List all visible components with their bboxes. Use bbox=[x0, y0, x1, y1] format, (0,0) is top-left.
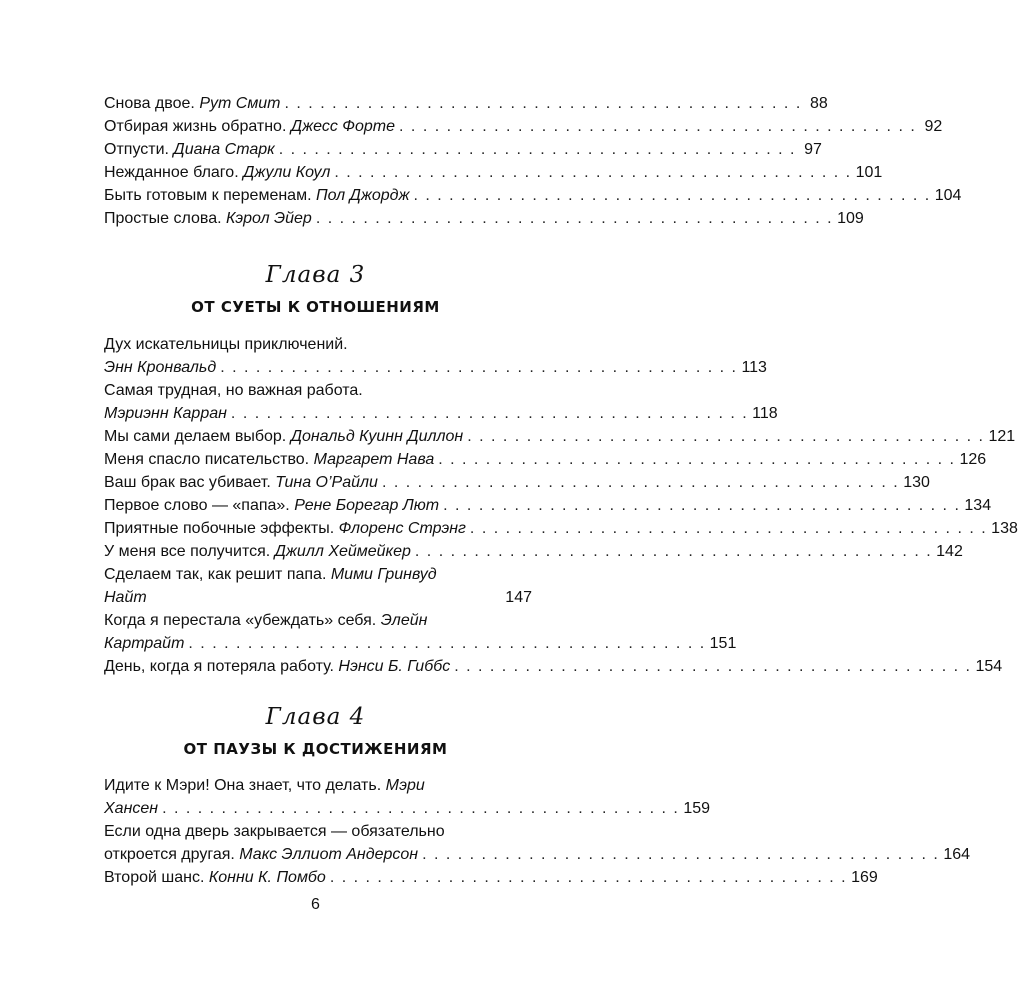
toc-entry bbox=[104, 540, 963, 563]
entry-page: 169 bbox=[851, 869, 878, 886]
entry-author: Элейн bbox=[380, 612, 428, 629]
leader-dots: . . . . . . . . . . . . . . . . . . . . . . . . . . . . . . . . . . . . . . . . . . . . bbox=[454, 658, 972, 675]
toc-entry bbox=[104, 563, 532, 609]
entry-author: Кэрол Эйер bbox=[226, 210, 312, 227]
entry-author: Джилл Хеймейкер bbox=[274, 543, 411, 560]
toc-section-top bbox=[104, 92, 962, 230]
entry-author: Диана Старк bbox=[173, 141, 275, 158]
toc-entry bbox=[104, 609, 737, 655]
entry-title: Приятные побочные эффекты. bbox=[104, 520, 335, 537]
entry-page: 121 bbox=[988, 428, 1016, 445]
entry-author: Найт bbox=[104, 589, 147, 606]
toc-entry bbox=[104, 379, 778, 425]
toc-entry bbox=[104, 448, 987, 471]
toc-entry bbox=[104, 115, 943, 138]
toc-entry bbox=[104, 184, 962, 207]
leader-dots: . . . . . . . . . . . . . . . . . . . . . . . . . . . . . . . . . . . . . . . . . . . . bbox=[467, 428, 985, 445]
entry-author: Тина О’Райли bbox=[275, 474, 378, 491]
entry-author: Картрайт bbox=[104, 635, 185, 652]
entry-author: Хансен bbox=[104, 800, 159, 817]
leader-dots: . . . . . . . . . . . . . . . . . . . . . . . . . . . . . . . . . . . . . . . . . . . . bbox=[469, 520, 988, 537]
leader-dots bbox=[151, 586, 502, 609]
entry-page: 101 bbox=[855, 164, 883, 181]
toc-entry bbox=[104, 333, 767, 379]
entry-title: Отбирая жизнь обратно. bbox=[104, 118, 287, 135]
leader-dots: . . . . . . . . . . . . . . . . . . . . . . . . . . . . . . . . . . . . . . . . . . . . bbox=[230, 405, 749, 422]
entry-page: 164 bbox=[943, 846, 971, 863]
entry-title: Мы сами делаем выбор. bbox=[104, 428, 287, 445]
leader-dots: . . . . . . . . . . . . . . . . . . . . . . . . . . . . . . . . . . . . . . . . . . . . bbox=[413, 187, 931, 204]
entry-author: Джули Коул bbox=[243, 164, 331, 181]
entry-title: Второй шанс. bbox=[104, 869, 205, 886]
chapter-title: ОТ ПАУЗЫ К ДОСТИЖЕНИЯМ bbox=[183, 740, 448, 758]
entry-author: Энн Кронвальд bbox=[104, 359, 217, 376]
entry-page: 134 bbox=[964, 497, 992, 514]
entry-page: 104 bbox=[934, 187, 962, 204]
entry-page: 113 bbox=[741, 359, 767, 376]
entry-title: Первое слово — «папа». bbox=[104, 497, 290, 514]
entry-title: откроется другая. bbox=[104, 846, 235, 863]
entry-author: Мэриэнн Карран bbox=[104, 405, 227, 422]
leader-dots: . . . . . . . . . . . . . . . . . . . . . . . . . . . . . . . . . . . . . . . . . . . . bbox=[422, 846, 940, 863]
leader-dots: . . . . . . . . . . . . . . . . . . . . . . . . . . . . . . . . . . . . . . . . . . . . bbox=[414, 543, 933, 560]
leader-dots: . . . . . . . . . . . . . . . . . . . . . . . . . . . . . . . . . . . . . . . . . . . . bbox=[278, 141, 796, 158]
leader-dots: . . . . . . . . . . . . . . . . . . . . . . . . . . . . . . . . . . . . . . . . . . . . bbox=[334, 164, 852, 181]
entry-title: Дух искательницы приключений. bbox=[104, 336, 348, 353]
page-number: 6 bbox=[311, 896, 320, 913]
entry-title: День, когда я потеряла работу. bbox=[104, 658, 334, 675]
entry-author: Джесс Форте bbox=[290, 118, 396, 135]
entry-title: Самая трудная, но важная работа. bbox=[104, 382, 363, 399]
entry-page: 109 bbox=[837, 210, 864, 227]
leader-dots: . . . . . . . . . . . . . . . . . . . . . . . . . . . . . . . . . . . . . . . . . . . . bbox=[381, 474, 900, 491]
entry-author: Мэри bbox=[385, 777, 425, 794]
entry-author: Мими Гринвуд bbox=[330, 566, 437, 583]
toc-section-chapter-4 bbox=[104, 774, 971, 889]
entry-title: Отпусти. bbox=[104, 141, 169, 158]
entry-title: Нежданное благо. bbox=[104, 164, 239, 181]
chapter-label: Глава 4 bbox=[265, 704, 366, 730]
entry-title: Меня спасло писательство. bbox=[104, 451, 310, 468]
entry-title: Когда я перестала «убеждать» себя. bbox=[104, 612, 377, 629]
toc-entry bbox=[104, 161, 883, 184]
toc-entry bbox=[104, 820, 971, 866]
entry-author: Макс Эллиот Андерсон bbox=[239, 846, 419, 863]
leader-dots: . . . . . . . . . . . . . . . . . . . . . . . . . . . . . . . . . . . . . . . . . . . . bbox=[315, 210, 834, 227]
entry-author: Флоренс Стрэнг bbox=[338, 520, 466, 537]
toc-entry bbox=[104, 494, 992, 517]
toc-entry bbox=[104, 471, 930, 494]
toc-entry bbox=[104, 425, 1016, 448]
leader-dots: . . . . . . . . . . . . . . . . . . . . . . . . . . . . . . . . . . . . . . . . . . . . bbox=[162, 800, 680, 817]
entry-author: Конни К. Помбо bbox=[208, 869, 326, 886]
entry-page: 97 bbox=[804, 141, 822, 158]
toc-entry bbox=[104, 92, 828, 115]
leader-dots: . . . . . . . . . . . . . . . . . . . . . . . . . . . . . . . . . . . . . . . . . . . . bbox=[438, 451, 956, 468]
entry-author: Пол Джордж bbox=[315, 187, 410, 204]
leader-dots: . . . . . . . . . . . . . . . . . . . . . . . . . . . . . . . . . . . . . . . . . . . . bbox=[443, 497, 961, 514]
leader-dots: . . . . . . . . . . . . . . . . . . . . . . . . . . . . . . . . . . . . . . . . . . . . bbox=[188, 635, 706, 652]
entry-title: Ваш брак вас убивает. bbox=[104, 474, 271, 491]
entry-title: Сделаем так, как решит папа. bbox=[104, 566, 327, 583]
leader-dots: . . . . . . . . . . . . . . . . . . . . . . . . . . . . . . . . . . . . . . . . . . . . bbox=[220, 359, 738, 376]
entry-title: Простые слова. bbox=[104, 210, 222, 227]
entry-author: Дональд Куинн Диллон bbox=[290, 428, 464, 445]
entry-page: 130 bbox=[903, 474, 930, 491]
toc-entry bbox=[104, 517, 1018, 540]
toc-entry bbox=[104, 207, 864, 230]
leader-dots: . . . . . . . . . . . . . . . . . . . . . . . . . . . . . . . . . . . . . . . . . . . . bbox=[329, 869, 848, 886]
toc-section-chapter-3 bbox=[104, 333, 1018, 678]
toc-entry bbox=[104, 138, 822, 161]
leader-dots: . . . . . . . . . . . . . . . . . . . . . . . . . . . . . . . . . . . . . . . . . . . . bbox=[399, 118, 917, 135]
chapter-4-heading bbox=[0, 702, 631, 760]
chapter-title: ОТ СУЕТЫ К ОТНОШЕНИЯМ bbox=[191, 298, 440, 316]
entry-page: 118 bbox=[752, 405, 778, 422]
leader-dots: . . . . . . . . . . . . . . . . . . . . . . . . . . . . . . . . . . . . . . . . . . . . bbox=[284, 95, 802, 112]
entry-page: 159 bbox=[683, 800, 711, 817]
entry-title: У меня все получится. bbox=[104, 543, 271, 560]
entry-page: 92 bbox=[924, 118, 943, 135]
entry-page: 126 bbox=[959, 451, 987, 468]
entry-author: Рене Борегар Лют bbox=[294, 497, 440, 514]
entry-page: 151 bbox=[709, 635, 737, 652]
toc-entry bbox=[104, 774, 711, 820]
entry-title: Снова двое. bbox=[104, 95, 195, 112]
entry-author: Маргарет Нава bbox=[313, 451, 435, 468]
entry-author: Рут Смит bbox=[199, 95, 281, 112]
entry-page: 142 bbox=[936, 543, 963, 560]
chapter-3-heading bbox=[0, 260, 631, 318]
entry-title: Быть готовым к переменам. bbox=[104, 187, 312, 204]
entry-page: 154 bbox=[975, 658, 1003, 675]
entry-title: Если одна дверь закрывается — обязательно bbox=[104, 823, 445, 840]
entry-page: 88 bbox=[809, 95, 828, 112]
chapter-label: Глава 3 bbox=[265, 262, 366, 288]
toc-entry bbox=[104, 866, 878, 889]
entry-page: 147 bbox=[505, 589, 532, 606]
toc-entry bbox=[104, 655, 1003, 678]
entry-author: Нэнси Б. Гиббс bbox=[338, 658, 451, 675]
entry-page: 138 bbox=[991, 520, 1018, 537]
entry-title: Идите к Мэри! Она знает, что делать. bbox=[104, 777, 382, 794]
